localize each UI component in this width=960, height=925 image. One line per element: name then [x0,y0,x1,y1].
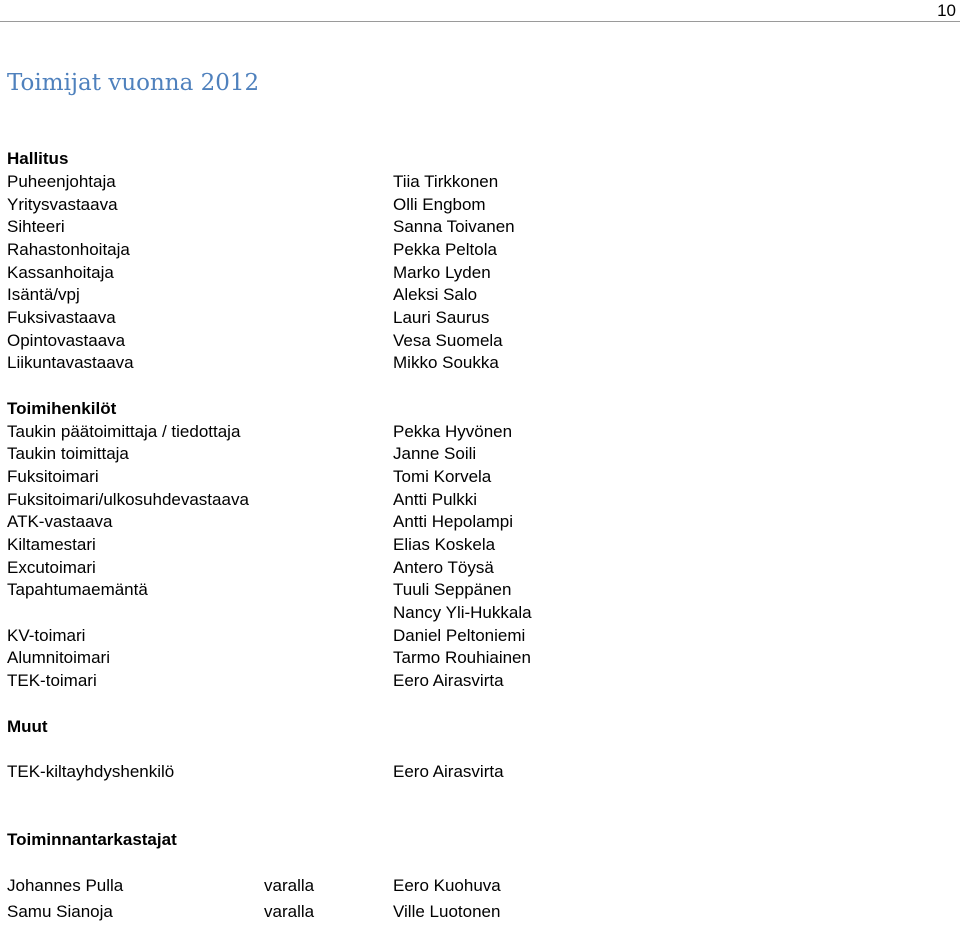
person-name: Tarmo Rouhiainen [393,648,531,667]
person-name: Antti Pulkki [393,490,478,509]
person-name: Janne Soili [393,444,477,463]
person-name: Eero Airasvirta [393,762,504,781]
person-name: Mikko Soukka [393,353,499,372]
person-name: Marko Lyden [393,263,491,282]
person-name: Tomi Korvela [393,467,492,486]
person-name: Antero Töysä [393,558,494,577]
page-number: 10 [0,0,960,22]
role-label: Taukin toimittaja [7,444,129,463]
role-label: Fuksitoimari/ulkosuhdevastaava [7,490,249,509]
role-label: KV-toimari [7,626,86,645]
role-label: Kassanhoitaja [7,263,114,282]
role-label: Alumnitoimari [7,648,110,667]
role-label: Fuksivastaava [7,308,116,327]
role-label: Taukin päätoimittaja / tiedottaja [7,422,241,441]
role-label: ATK-vastaava [7,512,113,531]
person-name: Aleksi Salo [393,285,478,304]
role-label: TEK-toimari [7,671,97,690]
role-label: Fuksitoimari [7,467,99,486]
role-label: Tapahtumaemäntä [7,580,148,599]
role-label: Rahastonhoitaja [7,240,130,259]
person-name: Eero Airasvirta [393,671,504,690]
person-name: Antti Hepolampi [393,512,514,531]
person-name: Pekka Hyvönen [393,422,513,441]
role-label: Isäntä/vpj [7,285,80,304]
role-label: TEK-kiltayhdyshenkilö [7,762,175,781]
auditor-name: Johannes Pulla [7,876,124,895]
person-name: Olli Engbom [393,195,486,214]
person-name: Tiia Tirkkonen [393,172,499,191]
section-heading: Toimihenkilöt [7,399,117,418]
role-label: Excutoimari [7,558,96,577]
deputy-name: Ville Luotonen [393,902,501,921]
person-name: Nancy Yli-Hukkala [393,603,532,622]
auditor-name: Samu Sianoja [7,902,113,921]
role-label: Liikuntavastaava [7,353,134,372]
page-title: Toimijat vuonna 2012 [7,70,260,96]
role-label: Puheenjohtaja [7,172,116,191]
section-heading: Muut [7,717,48,736]
deputy-name: Eero Kuohuva [393,876,501,895]
role-label: Sihteeri [7,217,65,236]
person-name: Lauri Saurus [393,308,490,327]
person-name: Pekka Peltola [393,240,497,259]
role-label: Yritysvastaava [7,195,118,214]
person-name: Tuuli Seppänen [393,580,512,599]
person-name: Elias Koskela [393,535,496,554]
role-label: Kiltamestari [7,535,96,554]
person-name: Daniel Peltoniemi [393,626,526,645]
section-heading: Toiminnantarkastajat [7,830,177,849]
deputy-label: varalla [264,902,315,921]
person-name: Sanna Toivanen [393,217,515,236]
role-label: Opintovastaava [7,331,126,350]
section-heading: Hallitus [7,149,69,168]
person-name: Vesa Suomela [393,331,503,350]
deputy-label: varalla [264,876,315,895]
